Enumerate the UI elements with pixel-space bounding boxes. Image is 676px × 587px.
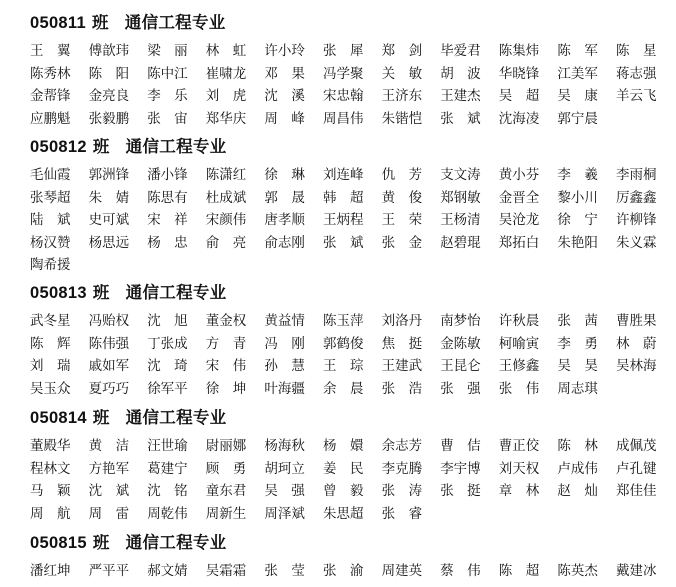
class-heading [30,9,226,33]
student-name: 张 金 [381,234,423,251]
student-name: 陈 超 [498,563,540,579]
student-name: 尉丽娜 [205,438,247,454]
student-name: 陈 星 [616,43,657,59]
student-name: 马 颖 [30,483,71,500]
student-name: 许秋晨 [498,313,540,329]
class-label: 班 [91,13,109,32]
student-name: 冯 刚 [264,335,305,352]
student-name: 周志琪 [557,380,598,397]
student-name: 冯贻权 [88,313,130,329]
student-name: 焦 挺 [381,335,423,352]
class-heading [30,529,226,553]
student-name: 沈海凌 [498,110,540,127]
student-name: 顾 勇 [205,460,247,477]
student-name: 陈 军 [557,43,598,59]
student-name: 章 林 [498,483,540,500]
student-name: 蒋志强 [616,65,657,82]
class-heading [30,279,226,303]
student-name: 周建英 [381,563,423,579]
student-name: 王杨清 [440,212,481,229]
student-name: 刘 瑞 [30,358,71,375]
student-name: 华晓锋 [498,65,540,82]
student-name: 沈 旭 [147,313,188,329]
student-name: 杨汉赞 [30,234,71,251]
student-name: 沈 斌 [88,483,130,500]
student-name: 周新生 [205,505,247,522]
student-name: 傅歆玮 [88,43,130,59]
student-name: 柯喻寅 [498,335,540,352]
student-name: 黄小芬 [498,167,540,183]
student-name: 林 虹 [205,43,247,59]
student-name: 仇 芳 [381,167,423,183]
student-name: 吴霜霜 [205,563,247,579]
class-heading [30,404,226,428]
student-name: 夏巧巧 [88,380,130,397]
student-name: 张 涛 [381,483,423,500]
student-name: 武冬星 [30,313,71,329]
student-name: 朱艳阳 [557,234,598,251]
class-code: 050813 [30,284,87,302]
student-name: 张 伟 [498,380,540,397]
student-name: 沈 溪 [264,88,305,105]
student-name: 黄 俊 [381,189,423,206]
student-name: 杨思远 [88,234,130,251]
student-name: 陈 林 [557,438,598,454]
student-name: 曹 佶 [440,438,481,454]
student-name: 毛仙霞 [30,167,71,183]
student-name: 卢成伟 [557,460,598,477]
student-name: 沈 琦 [147,358,188,375]
student-name: 黄益情 [264,313,305,329]
student-name: 戚如军 [88,358,130,375]
student-name: 宋 伟 [205,358,247,375]
student-name: 陈潇红 [205,167,247,183]
student-name: 宋颜伟 [205,212,247,229]
student-name: 陈伟强 [88,335,130,352]
student-name: 王建杰 [440,88,481,105]
student-name: 潘红坤 [30,563,71,579]
student-name: 潘小锋 [147,167,188,183]
student-name: 徐 坤 [205,380,247,397]
student-name: 李雨桐 [616,167,657,183]
student-name: 刘 虎 [205,88,247,105]
student-name: 程林文 [30,460,71,477]
student-name: 曹胜果 [616,313,657,329]
student-name: 陈英杰 [557,563,598,579]
student-name: 张 强 [440,380,481,397]
student-name: 金陈敏 [440,335,481,352]
student-name: 陈思有 [147,189,188,206]
student-name: 俞志刚 [264,234,305,251]
major-name: 通信工程专业 [124,13,226,32]
student-name: 黎小川 [557,189,598,206]
student-name: 郭洲锋 [88,167,130,183]
student-name: 陈玉萍 [323,313,364,329]
student-name: 张毅鹏 [88,110,130,127]
student-name: 黄 洁 [88,438,130,454]
student-name: 张 莹 [264,563,305,579]
student-name: 许小玲 [264,43,305,59]
student-name: 周泽斌 [264,505,305,522]
student-name: 赵碧琨 [440,234,481,251]
student-name: 林 蔚 [616,335,657,352]
student-name: 梁 丽 [147,43,188,59]
student-name: 王济东 [381,88,423,105]
student-name: 郑钢敏 [440,189,481,206]
student-name: 王修鑫 [498,358,540,375]
student-name: 张 渝 [323,563,364,579]
student-name: 孙 慧 [264,358,305,375]
student-name: 方艳军 [88,460,130,477]
student-name: 杨 忠 [147,234,188,251]
class-code: 050812 [30,138,87,156]
student-name: 赵 灿 [557,483,598,500]
student-name: 刘天权 [498,460,540,477]
student-name: 郑 剑 [381,43,423,59]
student-name: 郭 晟 [264,189,305,206]
student-name: 戴建冰 [616,563,657,579]
student-name: 许柳锋 [616,212,657,229]
student-name: 张 茜 [557,313,598,329]
student-name: 吴玉众 [30,380,71,397]
student-name: 杨海秋 [264,438,305,454]
student-name: 陆 斌 [30,212,71,229]
student-name: 吴林海 [616,358,657,375]
student-name: 李宇博 [440,460,481,477]
student-name: 唐孝顺 [264,212,305,229]
class-heading [30,133,226,157]
student-name: 周 航 [30,505,71,522]
student-name: 陈中江 [147,65,188,82]
student-name: 张 犀 [323,43,364,59]
student-name: 俞 亮 [205,234,247,251]
class-label: 班 [92,283,110,302]
student-name: 杨 嬛 [323,438,364,454]
student-name: 严平平 [88,563,130,579]
class-label: 班 [92,408,110,427]
student-name: 史可斌 [88,212,130,229]
student-name: 张 睿 [381,505,423,522]
student-name: 吴 超 [498,88,540,105]
student-name: 邓 果 [264,65,305,82]
student-name: 朱锴恺 [381,110,423,127]
student-name: 李 勇 [557,335,598,352]
student-name: 沈 铭 [147,483,188,500]
student-name: 叶海疆 [264,380,305,397]
student-name: 陈 辉 [30,335,71,352]
student-name: 余志芳 [381,438,423,454]
student-name: 周 雷 [88,505,130,522]
class-code: 050815 [30,534,87,552]
student-name: 陈集炜 [498,43,540,59]
class-code: 050814 [30,409,87,427]
student-name: 宋忠翰 [323,88,364,105]
student-name: 刘连峰 [323,167,364,183]
major-name: 通信工程专业 [125,533,227,552]
student-name: 徐军平 [147,380,188,397]
student-name: 张 挺 [440,483,481,500]
student-name: 崔啸龙 [205,65,247,82]
student-name: 王 翼 [30,43,71,59]
student-name: 宋 祥 [147,212,188,229]
student-name: 李克腾 [381,460,423,477]
student-name: 李 羲 [557,167,598,183]
student-name: 周 峰 [264,110,305,127]
student-name: 王昆仑 [440,358,481,375]
student-name: 郭鹤俊 [323,335,364,352]
student-name: 金晋全 [498,189,540,206]
student-name: 金亮良 [88,88,130,105]
student-name: 成佩茂 [616,438,657,454]
student-name: 陈秀林 [30,65,71,82]
student-name: 朱思超 [323,505,364,522]
student-name: 余 晨 [323,380,364,397]
class-label: 班 [92,137,110,156]
student-name: 郝文婧 [147,563,188,579]
student-name: 冯学聚 [323,65,364,82]
student-name: 毕爱君 [440,43,481,59]
student-name: 吴 康 [557,88,598,105]
student-name: 张 斌 [440,110,481,127]
student-name: 韩 超 [323,189,364,206]
student-name: 张琴超 [30,189,71,206]
student-name: 杜成斌 [205,189,247,206]
student-name: 汪世瑜 [147,438,188,454]
major-name: 通信工程专业 [125,137,227,156]
student-name: 王 荣 [381,212,423,229]
student-name: 厉鑫鑫 [616,189,657,206]
student-name: 蔡 伟 [440,563,481,579]
student-name: 葛建宁 [147,460,188,477]
student-name: 郭宁晨 [557,110,598,127]
student-name: 童东君 [205,483,247,500]
student-name: 卢孔键 [616,460,657,477]
student-name: 应鹏魁 [30,110,71,127]
student-name: 董殿华 [30,438,71,454]
student-name: 刘洛丹 [381,313,423,329]
student-name: 王建武 [381,358,423,375]
student-name: 金帮锋 [30,88,71,105]
student-name: 郑华庆 [205,110,247,127]
student-name: 吴 昊 [557,358,598,375]
major-name: 通信工程专业 [125,408,227,427]
student-name: 陈 阳 [88,65,130,82]
student-name: 董金权 [205,313,247,329]
student-name: 周昌伟 [323,110,364,127]
student-name: 支文涛 [440,167,481,183]
student-name: 朱义霖 [616,234,657,251]
class-label: 班 [92,533,110,552]
student-name: 朱 婧 [88,189,130,206]
student-name: 江美军 [557,65,598,82]
student-name: 方 青 [205,335,247,352]
student-name: 羊云飞 [616,88,657,105]
student-name: 王 琮 [323,358,364,375]
student-name: 姜 民 [323,460,364,477]
major-name: 通信工程专业 [125,283,227,302]
student-name: 周乾伟 [147,505,188,522]
student-name: 王炳程 [323,212,364,229]
student-name: 张 浩 [381,380,423,397]
student-name: 张 宙 [147,110,188,127]
student-name: 郑拓白 [498,234,540,251]
student-name: 郑佳佳 [616,483,657,500]
student-name: 陶希援 [30,257,71,274]
student-name: 曾 毅 [323,483,364,500]
student-name: 吴 强 [264,483,305,500]
student-name: 胡珂立 [264,460,305,477]
student-name: 关 敏 [381,65,423,82]
student-name: 丁张成 [147,335,188,352]
student-name: 徐 琳 [264,167,305,183]
class-code: 050811 [30,14,86,32]
student-name: 曹正佼 [498,438,540,454]
student-name: 南梦怡 [440,313,481,329]
student-name: 吴沧龙 [498,212,540,229]
student-name: 李 乐 [147,88,188,105]
student-name: 徐 宁 [557,212,598,229]
student-name: 胡 波 [440,65,481,82]
student-name: 张 斌 [323,234,364,251]
